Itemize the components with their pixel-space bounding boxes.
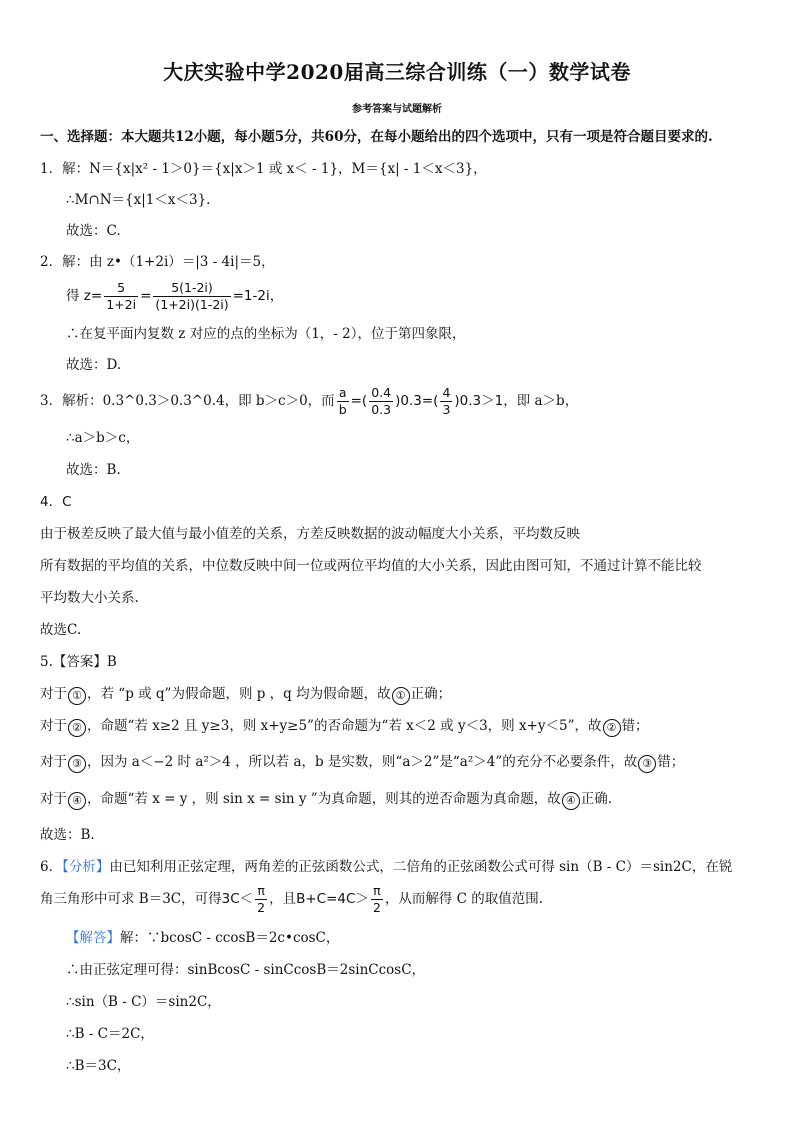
q5-l2-c: 错； bbox=[621, 718, 649, 734]
q5-l2-a: 对于 bbox=[40, 718, 67, 734]
q3-ratio bbox=[337, 385, 349, 418]
q4-line1: 由于极差反映了最大值与最小值差的关系，方差反映数据的波动幅度大小关系，平均数反映 bbox=[40, 526, 580, 542]
section-heading: 一、选择题：本大题共12小题，每小题5分，共60分，在每小题给出的四个选项中，只有一项是符合题目要求的. bbox=[40, 129, 713, 145]
q5-l4-c: 正确. bbox=[580, 791, 612, 807]
circled-4: ④ bbox=[562, 792, 580, 810]
circled-2: ② bbox=[68, 719, 86, 737]
q3-exp2: )0.3＞1 bbox=[454, 393, 504, 409]
circled-3: ③ bbox=[68, 755, 86, 773]
q5-l2-b: ，命题“若 x≥2 且 y≥3，则 x+y≥5”的否命题为“若 x＜2 或 y＜3，则 x+y＜5”，故 bbox=[87, 718, 602, 734]
q4-line3: 平均数大小关系. bbox=[40, 590, 139, 606]
q1-line3: 故选：C. bbox=[66, 223, 121, 239]
q3-frac1-den: 0.3 bbox=[371, 402, 392, 417]
q2-frac2-den: (1+2i)(1-2i) bbox=[155, 297, 229, 312]
q5-line1 bbox=[40, 685, 451, 705]
circled-3: ③ bbox=[638, 755, 656, 773]
q3-frac2 bbox=[440, 385, 452, 418]
q3-lead: 3．解析：0.3^0.3＞0.3^0.4，即 b＞c＞0，而 bbox=[40, 393, 335, 409]
q3-frac2-num: 4 bbox=[442, 385, 451, 400]
q3-frac2-den: 3 bbox=[442, 402, 451, 417]
q3-exp1: )0.3=( bbox=[395, 393, 439, 409]
q2-line3: ∴在复平面内复数 z 对应的点的坐标为（1，- 2），位于第四象限， bbox=[66, 326, 466, 342]
q3-eq1: =( bbox=[350, 393, 368, 409]
q6-analysis-tag: 【分析】 bbox=[62, 859, 110, 875]
q5-l3-a: 对于 bbox=[40, 754, 67, 770]
q6-l3: 解：∵bcosC - ccosB＝2c•cosC， bbox=[120, 930, 340, 946]
q6-two: 2 bbox=[257, 900, 266, 915]
page-subtitle: 参考答案与试题解析 bbox=[352, 104, 442, 115]
q5-line4 bbox=[40, 790, 612, 810]
q5-l1-a: 对于 bbox=[40, 686, 67, 702]
q6-pi-half-2 bbox=[371, 883, 383, 916]
q1-line1: 1．解：N＝{x|x² - 1＞0}＝{x|x＞1 或 x＜ - 1}，M＝{x| - 1＜x＜3}， bbox=[40, 161, 487, 177]
q5-l4-b: ，命题“若 x = y ，则 sin x = sin y ”为真命题，则其的逆否命题为真命题，故 bbox=[87, 791, 561, 807]
q6-line3 bbox=[66, 929, 339, 947]
circled-2: ② bbox=[603, 719, 621, 737]
q3-line3: 故选：B. bbox=[66, 462, 121, 478]
q3-line2: ∴a＞b＞c， bbox=[66, 430, 140, 446]
q5-l3-b: ，因为 a＜−2 时 a²＞4 ，所以若 a，b 是实数，则“a＞2”是“a²＞4”的充分不必要条件，故 bbox=[87, 754, 638, 770]
q6-line7: ∴B＝3C， bbox=[66, 1058, 131, 1074]
q3-tail: ，即 a＞b， bbox=[503, 393, 579, 409]
q2-line1: 2．解：由 z•（1+2i）＝|3 - 4i|＝5， bbox=[40, 254, 275, 270]
q3-frac1 bbox=[369, 385, 393, 418]
q2-line4: 故选：D. bbox=[66, 357, 122, 373]
q5-line5: 故选：B. bbox=[40, 827, 95, 843]
circled-4: ④ bbox=[68, 792, 86, 810]
q6-two: 2 bbox=[372, 900, 381, 915]
q6-pi-half-1 bbox=[255, 883, 267, 916]
q3-formula bbox=[40, 384, 578, 418]
q6-solution-tag: 【解答】 bbox=[66, 930, 120, 946]
q6-line6: ∴B - C＝2C， bbox=[66, 1026, 154, 1042]
q1-line2: ∴M∩N＝{x|1＜x＜3}. bbox=[66, 192, 211, 208]
q6-num: 6． bbox=[40, 859, 63, 875]
q4-answer: 4．C bbox=[40, 494, 72, 510]
q6-pi: π bbox=[255, 883, 267, 900]
q2-frac1-num: 5 bbox=[104, 280, 138, 297]
q5-line2 bbox=[40, 717, 649, 737]
q5-l1-c: 正确； bbox=[410, 686, 452, 702]
q4-line4: 故选C. bbox=[40, 622, 82, 638]
circled-1: ① bbox=[392, 687, 410, 705]
q3-ratio-den: b bbox=[338, 402, 347, 417]
q3-ratio-num: a bbox=[337, 385, 349, 402]
q6-line5: ∴sin（B - C）＝sin2C， bbox=[66, 994, 221, 1010]
q6-pi: π bbox=[371, 883, 383, 900]
q6-line4: ∴由正弦定理可得：sinBcosC - sinCcosB＝2sinCcosC， bbox=[66, 962, 426, 978]
q5-head: 5.【答案】B bbox=[40, 654, 117, 670]
q6-l2d: ，从而解得 C 的取值范围. bbox=[384, 891, 544, 907]
q2-frac1 bbox=[104, 280, 138, 313]
q5-line3 bbox=[40, 753, 684, 773]
q6-l2a: 角三角形中可求 B＝3C，可得 bbox=[40, 891, 222, 907]
q6-l1: 由已知利用正弦定理，两角差的正弦函数公式，二倍角的正弦函数公式可得 sin（B - C）＝sin2C，在锐 bbox=[109, 859, 733, 875]
q4-line2: 所有数据的平均值的关系，中位数反映中间一位或两位平均值的大小关系，因此由图可知，不通过计算不能比较 bbox=[40, 558, 702, 574]
q2-frac2 bbox=[153, 280, 230, 313]
page-title: 大庆实验中学2020届高三综合训练（一）数学试卷 bbox=[163, 60, 631, 84]
q6-l2c: ，且B+C=4C＞ bbox=[269, 891, 369, 907]
q5-l4-a: 对于 bbox=[40, 791, 67, 807]
q2-eq: = bbox=[140, 288, 152, 304]
q2-tail: =1-2i， bbox=[232, 288, 284, 304]
circled-1: ① bbox=[68, 687, 86, 705]
q3-frac1-num: 0.4 bbox=[371, 385, 392, 400]
q6-line1 bbox=[40, 858, 732, 876]
q2-formula bbox=[66, 279, 283, 313]
q2-z: z= bbox=[83, 288, 103, 304]
q2-frac2-num: 5(1-2i) bbox=[153, 280, 230, 297]
q2-pre: 得 bbox=[66, 288, 80, 304]
q2-frac1-den: 1+2i bbox=[106, 297, 137, 312]
q6-line2 bbox=[40, 882, 543, 916]
q5-l1-b: ，若 “p 或 q”为假命题，则 p ，q 均为假命题，故 bbox=[87, 686, 391, 702]
q5-l3-c: 错； bbox=[657, 754, 685, 770]
q6-l2b: 3C＜ bbox=[221, 891, 254, 907]
